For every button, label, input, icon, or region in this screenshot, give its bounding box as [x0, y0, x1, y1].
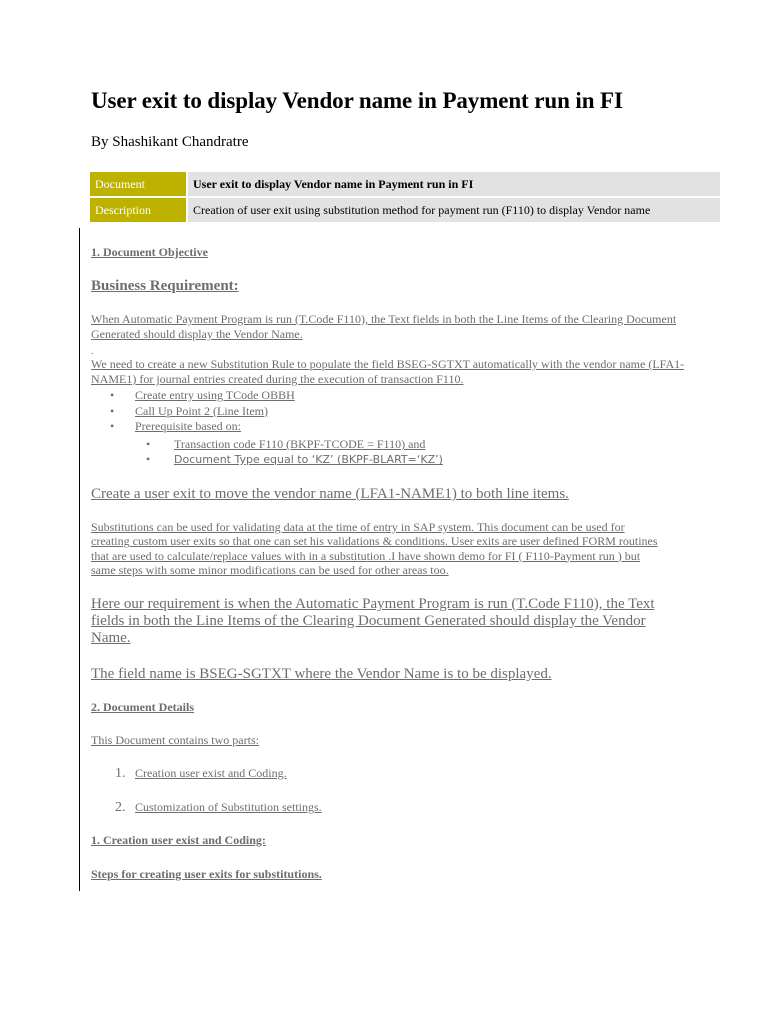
- create-user-exit-heading: Create a user exit to move the vendor name (LFA1-NAME1) to both line items.: [91, 486, 569, 502]
- bullet-icon: •: [110, 403, 115, 418]
- empty-paragraph-marker: .: [91, 346, 94, 357]
- list-item: [146, 437, 443, 452]
- list-item: [110, 388, 295, 404]
- numbered-item: [115, 800, 322, 816]
- document-title: User exit to display Vendor name in Payment run in FI: [91, 88, 623, 113]
- list-item-text: Creation user exist and Coding.: [135, 766, 287, 780]
- table-key-document: Document: [90, 172, 186, 196]
- requirement-list: [110, 388, 295, 435]
- prerequisite-sublist: [146, 437, 443, 467]
- parts-intro-paragraph: This Document contains two parts:: [91, 733, 259, 747]
- bullet-icon: •: [110, 419, 115, 433]
- list-item-text: Transaction code F110 (BKPF-TCODE = F110) and: [174, 437, 426, 451]
- business-requirement-heading: Business Requirement:: [91, 278, 239, 294]
- list-number: 1.: [115, 766, 126, 781]
- bullet-icon: •: [146, 437, 151, 451]
- list-item: [110, 404, 295, 420]
- requirement-paragraph: When Automatic Payment Program is run (T.Code F110), the Text fields in both the Line Items of the Clearing Document Generated should display the Vendor Name.: [91, 312, 677, 341]
- list-item-text: Prerequisite based on:: [135, 419, 241, 433]
- substitution-paragraph: We need to create a new Substitution Rule to populate the field BSEG-SGTXT automatically with the vendor name (LFA1-NAME1) for journal entries created during the execution of transaction F110.: [91, 357, 685, 386]
- table-key-description: Description: [90, 198, 186, 222]
- list-number: 2.: [115, 800, 126, 815]
- bullet-icon: •: [110, 388, 115, 402]
- change-bar: [79, 228, 80, 891]
- list-item: [146, 452, 443, 467]
- author-byline: By Shashikant Chandratre: [91, 134, 249, 150]
- bullet-icon: •: [146, 452, 151, 466]
- table-value-document: User exit to display Vendor name in Payment run in FI: [188, 172, 720, 196]
- section-heading-details: 2. Document Details: [91, 700, 194, 714]
- list-item-text: Customization of Substitution settings.: [135, 800, 322, 814]
- numbered-item: [115, 766, 287, 782]
- list-item-text: Call Up Point 2 (Line Item): [135, 403, 268, 418]
- table-row: [90, 198, 720, 222]
- table-row: [90, 172, 720, 196]
- list-item-text: Document Type equal to ‘KZ’ (BKPF-BLART=‘KZ’): [174, 453, 443, 466]
- requirement-restated-paragraph: Here our requirement is when the Automatic Payment Program is run (T.Code F110), the Text fields in both the Line Items of the Clearing Document Generated should display the Vendor Name.: [91, 596, 655, 646]
- document-info-table: [88, 170, 722, 224]
- substitutions-paragraph: Substitutions can be used for validating data at the time of entry in SAP system. This document can be used for creating custom user exits so that one can set his validations & conditions. User exits are user defined FORM routines that are used to calculate/replace values with in a substitution .I have shown demo for FI ( F110-Payment run ) but same steps with some minor modifications can be used for other areas too.: [91, 520, 658, 577]
- table-value-description: Creation of user exit using substitution method for payment run (F110) to display Vendor name: [188, 198, 720, 222]
- field-name-paragraph: The field name is BSEG-SGTXT where the Vendor Name is to be displayed.: [91, 666, 552, 682]
- list-item: [110, 419, 295, 435]
- creation-heading: 1. Creation user exist and Coding:: [91, 833, 266, 847]
- section-heading-objective: 1. Document Objective: [91, 245, 208, 259]
- steps-heading: Steps for creating user exits for substitutions.: [91, 867, 322, 881]
- list-item-text: Create entry using TCode OBBH: [135, 388, 295, 402]
